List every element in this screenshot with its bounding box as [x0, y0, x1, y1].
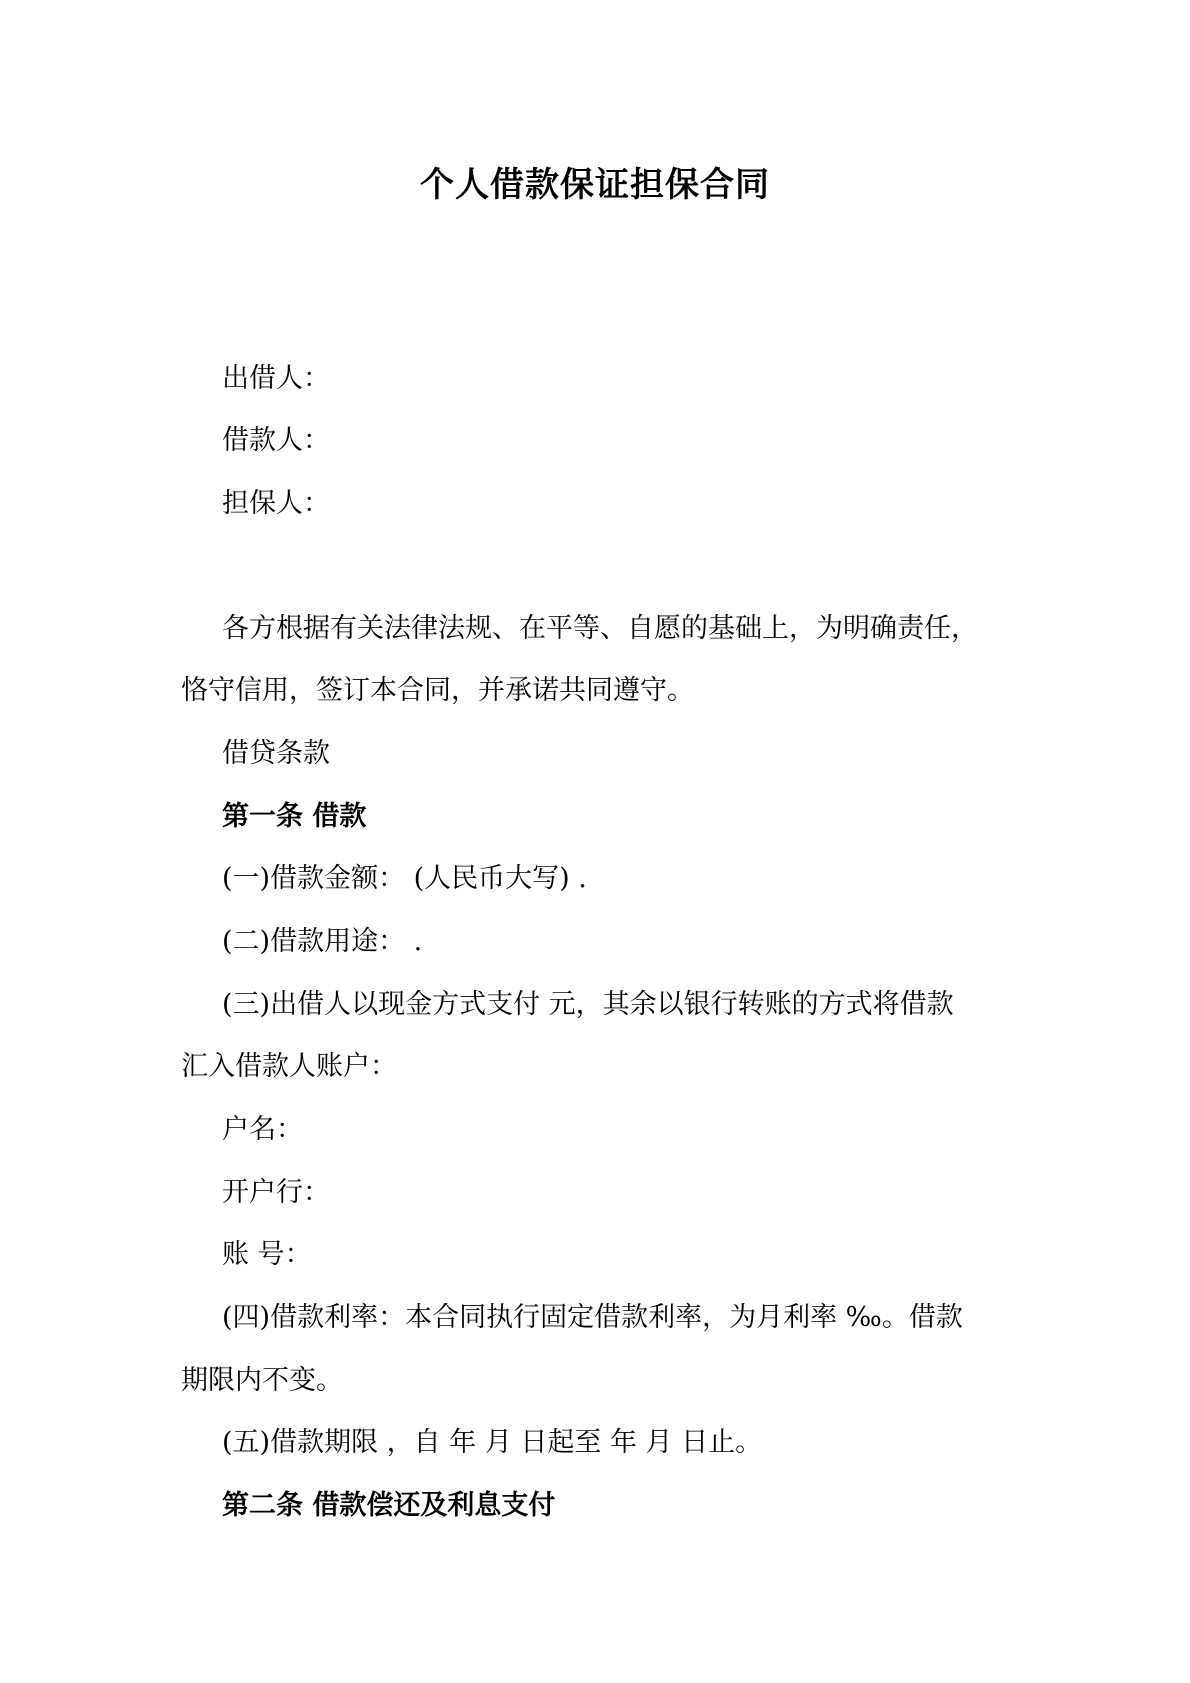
payment-method-line-2: 汇入借款人账户：	[181, 1051, 397, 1082]
article-2-heading: 第二条 借款偿还及利息支付	[222, 1490, 556, 1521]
account-number-field: 账 号：	[222, 1239, 312, 1270]
borrower-field: 借款人：	[222, 425, 330, 456]
loan-purpose: (二)借款用途： .	[222, 926, 423, 957]
interest-rate-line-2: 期限内不变。	[181, 1365, 343, 1396]
payment-method-line-1: (三)出借人以现金方式支付 元，其余以银行转账的方式将借款	[222, 989, 954, 1020]
loan-term: (五)借款期限 ，自 年 月 日起至 年 月 日止。	[222, 1427, 763, 1458]
loan-terms-heading: 借贷条款	[222, 738, 330, 769]
interest-rate-line-1: (四)借款利率：本合同执行固定借款利率，为月利率 ‰。借款	[222, 1302, 963, 1333]
loan-amount: (一)借款金额： (人民币大写) .	[222, 863, 587, 894]
account-name-field: 户名：	[222, 1114, 303, 1145]
preamble-line-2: 恪守信用，签订本合同，并承诺共同遵守。	[181, 675, 694, 706]
guarantor-field: 担保人：	[222, 488, 330, 519]
bank-field: 开户行：	[222, 1177, 330, 1208]
lender-field: 出借人：	[222, 363, 330, 394]
preamble-line-1: 各方根据有关法律法规、在平等、自愿的基础上，为明确责任，	[222, 613, 978, 644]
document-title: 个人借款保证担保合同	[420, 165, 770, 205]
article-1-heading: 第一条 借款	[222, 801, 367, 832]
